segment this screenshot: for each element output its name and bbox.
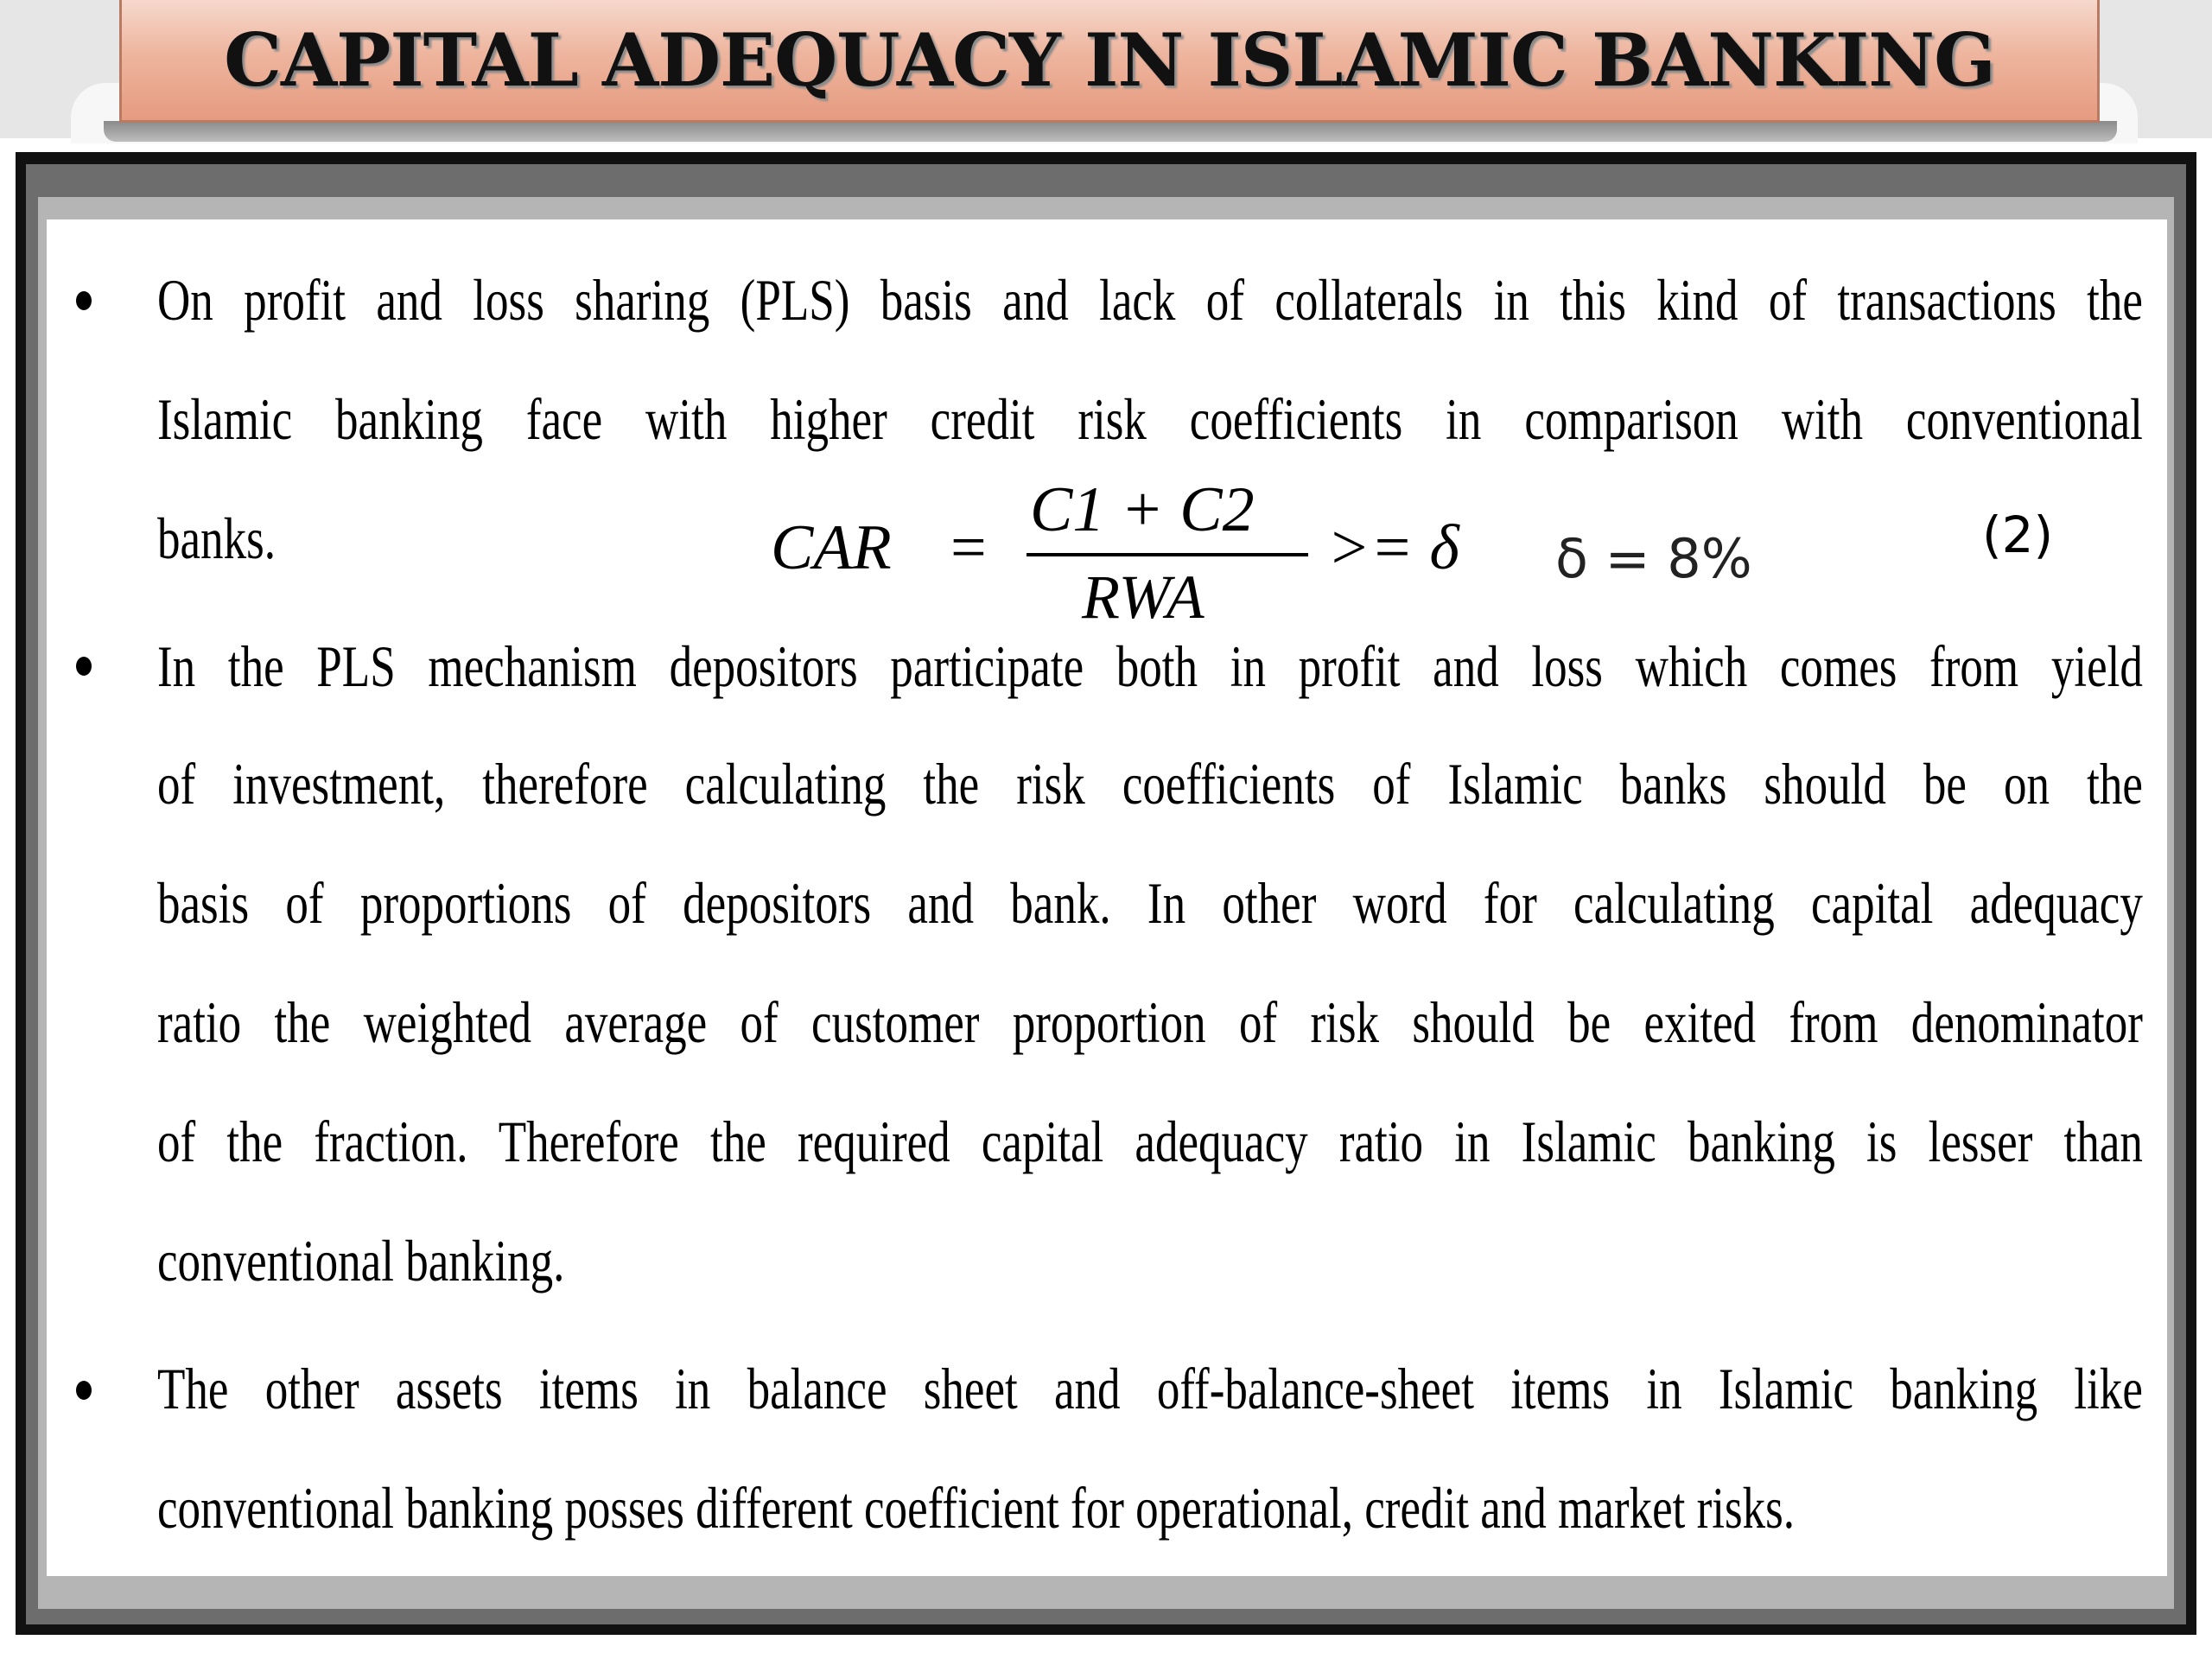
formula-equals: =	[950, 512, 987, 583]
bullet-2-line-5: of the fraction. Therefore the required capital adequacy ratio in Islamic banking is lesser than	[157, 1109, 2143, 1174]
bullet-1-marker	[76, 291, 92, 310]
formula-lhs: CAR	[771, 512, 892, 583]
equation-number: (2)	[1982, 505, 2054, 564]
bullet-3-line-2: conventional banking posses different coefficient for operational, credit and market risks.	[157, 1475, 1796, 1541]
bullet-3-marker	[76, 1381, 92, 1400]
bullet-1-line-2: Islamic banking face with higher credit risk coefficients in comparison with conventional	[157, 386, 2143, 452]
bullet-2-line-2: of investment, therefore calculating the risk coefficients of Islamic banks should be on the	[157, 751, 2143, 817]
bullet-2-marker	[76, 657, 92, 676]
bullet-2-line-1: In the PLS mechanism depositors participate both in profit and loss which comes from yield	[157, 633, 2143, 699]
formula-relation: >= δ	[1327, 512, 1459, 583]
bullet-1-line-1: On profit and loss sharing (PLS) basis and lack of collaterals in this kind of transactions the	[157, 267, 2143, 333]
formula-fraction-bar	[1027, 553, 1308, 556]
title-banner	[119, 0, 2100, 123]
formula-denominator: RWA	[1082, 563, 1205, 632]
bullet-2-line-4: ratio the weighted average of customer proportion of risk should be exited from denominator	[157, 989, 2143, 1055]
bullet-3-line-1: The other assets items in balance sheet and off-balance-sheet items in Islamic banking like	[157, 1356, 2143, 1421]
formula-condition: δ = 8%	[1555, 527, 1752, 590]
title-shadow	[104, 121, 2117, 142]
formula-numerator: C1 + C2	[1030, 474, 1255, 545]
bullet-2-line-6: conventional banking.	[157, 1228, 565, 1294]
slide-title: CAPITAL ADEQUACY IN ISLAMIC BANKING	[224, 17, 1995, 103]
bullet-1-line-3: banks.	[157, 505, 276, 571]
bullet-2-line-3: basis of proportions of depositors and bank. In other word for calculating capital adequacy	[157, 870, 2143, 936]
